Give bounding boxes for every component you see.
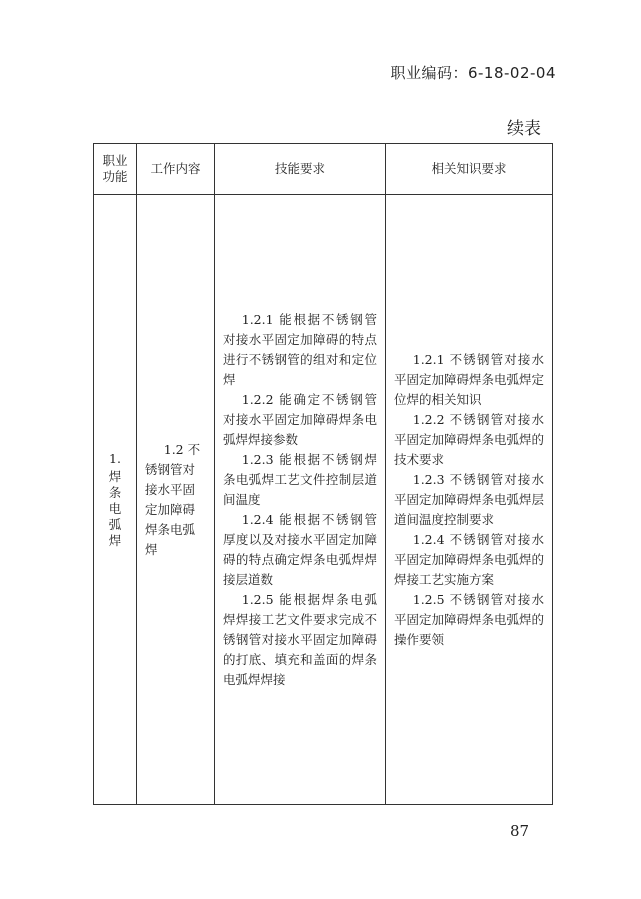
skill-item: 1.2.1 能根据不锈钢管对接水平固定加障碍的特点进行不锈钢管的组对和定位焊: [223, 311, 377, 387]
skills-cell: [215, 195, 386, 805]
function-name: 焊条电弧焊: [108, 468, 122, 548]
skill-item: 1.2.5 能根据焊条电弧焊焊接工艺文件要求完成不锈钢管对接水平固定加障碍的打底、填充和盖面的焊条电弧焊焊接: [223, 591, 377, 687]
skills-table: [93, 143, 553, 805]
function-number: 1.: [109, 450, 121, 466]
function-cell: [94, 195, 137, 805]
knowledge-item: 1.2.3 不锈钢管对接水平固定加障碍焊条电弧焊层道间温度控制要求: [394, 471, 545, 527]
work-content-cell: [137, 195, 215, 805]
skill-item: 1.2.3 能根据不锈钢焊条电弧焊工艺文件控制层道间温度: [223, 451, 377, 507]
knowledge-item: 1.2.4 不锈钢管对接水平固定加障碍焊条电弧焊的焊接工艺实施方案: [394, 531, 545, 587]
page-number: 87: [510, 822, 530, 840]
knowledge-item: 1.2.1 不锈钢管对接水平固定加障碍焊条电弧焊定位焊的相关知识: [394, 351, 545, 407]
table-header-row: [94, 144, 553, 195]
col-header-knowledge: 相关知识要求: [386, 144, 553, 195]
continued-table-label: 续表: [507, 119, 541, 139]
table-row: [94, 195, 553, 805]
skill-item: 1.2.2 能确定不锈钢管对接水平固定加障碍焊条电弧焊焊接参数: [223, 391, 377, 447]
work-content-text: 1.2 不锈钢管对接水平固定加障碍焊条电弧焊: [145, 441, 201, 557]
occupation-code: 职业编码：6-18-02-04: [390, 64, 556, 82]
col-header-work-content: 工作内容: [137, 144, 215, 195]
knowledge-cell: [386, 195, 553, 805]
knowledge-item: 1.2.5 不锈钢管对接水平固定加障碍焊条电弧焊的操作要领: [394, 591, 545, 647]
skill-item: 1.2.4 能根据不锈钢管厚度以及对接水平固定加障碍的特点确定焊条电弧焊焊接层道数: [223, 511, 377, 587]
col-header-skills: 技能要求: [215, 144, 386, 195]
col-header-function: 职业功能: [94, 144, 137, 195]
knowledge-item: 1.2.2 不锈钢管对接水平固定加障碍焊条电弧焊的技术要求: [394, 411, 545, 467]
